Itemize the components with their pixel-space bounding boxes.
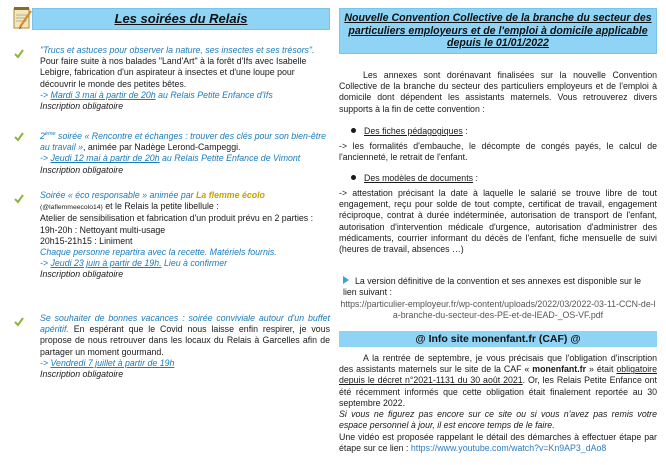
bullet-modeles xyxy=(351,173,651,184)
info-paragraph-3 xyxy=(339,432,657,454)
item1-date: Mardi 3 mai à partir de 20h xyxy=(50,89,156,100)
soiree-item-1 xyxy=(40,45,330,112)
item3-part2: 20h15-21h15 : Liniment xyxy=(40,235,133,246)
bullet-fiches xyxy=(351,126,651,137)
convention-intro: Les annexes sont dorénavant finalisées sur la nouvelle Convention Collective de la branche du secteur des particuliers employeurs et de l'emploi à domicile dont dépendent les assistants maternels. Vous retrouverez divers supports à la fin de cette convention : xyxy=(339,70,657,114)
checkmark-icon xyxy=(14,49,24,59)
soiree-item-2 xyxy=(40,129,330,176)
item4-title: Se souhaiter de bonnes vacances : soirée conviviale autour d'un buffet apéritif. xyxy=(40,313,330,335)
item4-desc: En espérant que le Covid nous laisse enfin respirer, je vous propose de nous retrouver dans les locaux du Relais à Garcelles afin de partager un moment gourmand. xyxy=(40,324,330,357)
soiree-item-4 xyxy=(40,313,330,380)
version-note xyxy=(343,276,655,298)
bullet-modeles-label: Des modèles de documents xyxy=(364,173,474,183)
checkmark-icon xyxy=(14,132,24,142)
item3-handle: (@laflemmeecolo14) xyxy=(40,204,103,212)
item2-title: soirée « Rencontre et échanges : trouver des clés pour son bien-être au travail » xyxy=(40,130,327,153)
item3-workshop: Atelier de sensibilisation et fabrication d'un produit prévu en 2 parties : xyxy=(40,213,314,224)
left-column xyxy=(12,8,330,380)
item3-part1: 19h-20h : Nettoyant multi-usage xyxy=(40,224,166,235)
item2-sup: ème xyxy=(44,131,56,137)
item3-arrow: -> xyxy=(40,258,51,269)
item1-desc: Pour faire suite à nos balades "Land'Art" à la forêt d'Ifs avec Isabelle Lebigre, fabrication d'un aspirateur à insectes et d'une loupe pour découvrir le monde des petites bêtes. xyxy=(40,56,307,89)
item2-date: Jeudi 12 mai à partir de 20h xyxy=(50,153,160,164)
item1-place: au Relais Petite Enfance d'Ifs xyxy=(155,89,273,100)
arrow-bullet-icon xyxy=(343,276,349,284)
info-paragraph-1 xyxy=(339,353,657,409)
item1-note: Inscription obligatoire xyxy=(40,101,124,112)
item3-intro: Soirée « éco responsable » animée par xyxy=(40,190,196,200)
info-paragraph-2: Si vous ne figurez pas encore sur ce site ou si vous n'avez pas remis votre espace personnel à jour, il est encore temps de le faire. xyxy=(339,409,657,431)
info-monenfant-heading: @ Info site monenfant.fr (CAF) @ xyxy=(339,331,657,347)
item2-num: 2 xyxy=(40,130,45,141)
notepad-icon xyxy=(11,6,33,30)
modeles-description: -> attestation précisant la date à laquelle le salarié se trouve libre de tout engagement, reçu pour solde de tout compte, certificat de travail, engagement réciproque, contrat à durée indéterminée, autorisation de transport de l'enfant, autorisation d'intervention médicale d'urgence, autorisation d'administrer des médicaments, courrier informant du décès de l'enfant, fiche mensuelle de suivi (heures de travail, absences …) xyxy=(339,188,657,255)
item4-note: Inscription obligatoire xyxy=(40,369,124,380)
bullet-fiches-tail: : xyxy=(462,126,468,136)
convention-title: Nouvelle Convention Collective de la branche du secteur des particuliers employeurs et de l'emploi à domicile applicable depuis le 01/01/2022 xyxy=(339,8,657,54)
item1-arrow: -> xyxy=(40,89,51,100)
item3-place: Lieu à confirmer xyxy=(161,258,228,269)
item2-place: au Relais Petite Enfance de Vimont xyxy=(159,153,301,164)
left-title: Les soirées du Relais xyxy=(32,8,330,30)
item3-org: La flemme écolo xyxy=(196,190,265,200)
item1-quote: "Trucs et astuces pour observer la nature, ses insectes et ses trésors". xyxy=(40,45,315,55)
item3-date: Jeudi 23 juin à partir de 19h. xyxy=(50,258,162,269)
right-column xyxy=(339,8,657,454)
fiches-description: -> les formalités d'embauche, le décompte de congés payés, le calcul de l'ancienneté, le retrait de l'enfant. xyxy=(339,141,657,163)
bullet-fiches-label: Des fiches pédagogiques xyxy=(364,126,463,136)
item4-arrow: -> xyxy=(40,357,51,368)
item4-date: Vendredi 7 juillet à partir de 19h xyxy=(50,357,175,368)
info-site: monenfant.fr xyxy=(532,364,587,375)
convention-url-link[interactable]: https://particulier-employeur.fr/wp-content/uploads/2022/03/2022-03-11-CCN-de-la-branche-du-secteur-des-PE-et-de-lEAD-_OS-VF.pdf xyxy=(340,299,656,321)
bullet-dot-icon xyxy=(351,175,356,180)
item3-take: Chaque personne repartira avec la recette. Matériels fournis. xyxy=(40,247,277,258)
bullet-dot-icon xyxy=(351,128,356,133)
checkmark-icon xyxy=(14,317,24,327)
item2-arrow: -> xyxy=(40,153,51,164)
bullet-modeles-tail: : xyxy=(473,173,478,183)
item2-by: , animée par Nadège Lerond-Campeggi. xyxy=(83,142,241,153)
info-p1c: . Or, les Relais Petite Enfance ont été récemment informés que cette obligation était finalement reportée au 30 septembre 2022. xyxy=(339,375,657,408)
info-p1b: » était xyxy=(586,364,617,375)
item3-note: Inscription obligatoire xyxy=(40,269,124,280)
youtube-video-link[interactable]: https://www.youtube.com/watch?v=Kn9AP3_dAo8 xyxy=(410,443,607,454)
info-p1a: A la rentrée de septembre, je vous précisais que l'obligation d'inscription des assistants maternels sur le site de la CAF « xyxy=(339,353,657,375)
version-text: La version définitive de la convention et ses annexes est disponible sur le lien suivant : xyxy=(343,276,642,298)
item3-and: et le Relais la petite libellule : xyxy=(102,201,219,212)
info-obligation: obligatoire depuis le décret n°2021-1131 du 30 août 2021 xyxy=(339,364,657,386)
info-p3: Une vidéo est proposée rappelant le détail des démarches à effectuer étape par étape sur ce lien : xyxy=(339,432,657,454)
soiree-item-3 xyxy=(40,190,330,281)
checkmark-icon xyxy=(14,194,24,204)
item2-note: Inscription obligatoire xyxy=(40,164,124,175)
